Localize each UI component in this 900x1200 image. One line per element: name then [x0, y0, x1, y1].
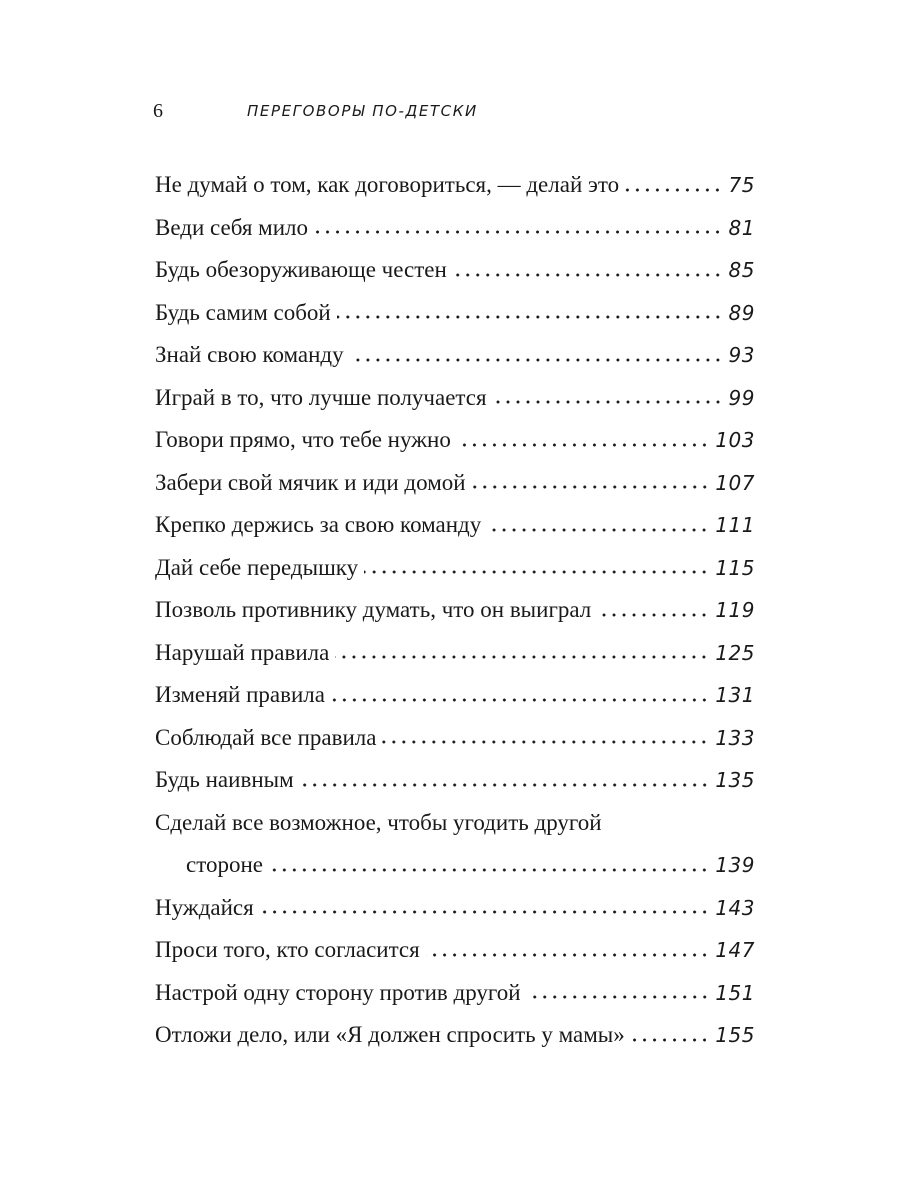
- toc-entry-page: 103: [715, 428, 755, 453]
- toc-entry-page: 115: [715, 555, 755, 580]
- toc-entry-title: Забери свой мячик и иди домой: [155, 469, 466, 495]
- dot-leader: [260, 910, 710, 914]
- dot-leader: [426, 953, 710, 957]
- toc-entry: [155, 504, 755, 547]
- toc-entry: [155, 632, 755, 675]
- toc-entry-title: Будь обезоруживающе честен: [155, 257, 447, 283]
- dot-leader: [597, 613, 709, 617]
- dot-leader: [350, 358, 723, 362]
- running-head: [153, 96, 753, 126]
- toc-entry-title: Знай свою команду: [155, 342, 344, 368]
- toc-entry-title: Играй в то, что лучше получается: [155, 384, 487, 410]
- toc-entry-page: 125: [715, 640, 755, 665]
- toc-entry-continuation: [155, 844, 755, 887]
- toc-entry: [155, 802, 755, 887]
- toc-entry-title: Дай себе передышку: [155, 554, 359, 580]
- toc-entry-title: Проси того, кто согласится: [155, 937, 420, 963]
- toc-entry-page: 111: [715, 513, 755, 538]
- toc-entry-page: 155: [715, 1023, 755, 1048]
- toc-entry-title: Веди себя мило: [155, 214, 309, 240]
- toc-entry-page: 93: [728, 343, 755, 368]
- table-of-contents: [155, 164, 755, 1057]
- dot-leader: [625, 188, 722, 192]
- toc-entry-page: 75: [728, 173, 755, 198]
- toc-entry: [155, 334, 755, 377]
- page-number: 6: [153, 99, 163, 122]
- toc-entry-page: 89: [728, 300, 755, 325]
- toc-entry-title: Отложи дело, или «Я должен спросить у мамы»: [155, 1022, 625, 1048]
- dot-leader: [493, 400, 723, 404]
- toc-entry-page: 81: [728, 215, 755, 240]
- dot-leader: [364, 570, 709, 574]
- toc-entry-page: 85: [728, 258, 755, 283]
- toc-entry-page: 151: [715, 980, 755, 1005]
- toc-entry-page: 99: [728, 385, 755, 410]
- toc-entry: [155, 377, 755, 420]
- dot-leader: [631, 1038, 710, 1042]
- toc-entry-title: Будь самим собой: [155, 299, 331, 325]
- toc-entry-title: Крепко держись за свою команду: [155, 512, 482, 538]
- toc-entry-title: Изменяй правила: [155, 682, 325, 708]
- dot-leader: [331, 698, 709, 702]
- toc-entry-title: Соблюдай все правила: [155, 724, 377, 750]
- toc-entry: [155, 717, 755, 760]
- dot-leader: [300, 783, 710, 787]
- dot-leader: [337, 315, 723, 319]
- toc-entry-page: 143: [715, 895, 755, 920]
- toc-entry-title: Говори прямо, что тебе нужно: [155, 427, 451, 453]
- toc-entry: [155, 292, 755, 335]
- toc-entry-title: Будь наивным: [155, 767, 294, 793]
- toc-entry-page: 147: [715, 938, 755, 963]
- dot-leader: [269, 868, 709, 872]
- toc-entry: [155, 1014, 755, 1057]
- toc-entry-title: Настрой одну сторону против другой: [155, 979, 521, 1005]
- dot-leader: [457, 443, 709, 447]
- toc-entry-page: 107: [715, 470, 755, 495]
- toc-entry: [155, 547, 755, 590]
- dot-leader: [527, 995, 710, 999]
- toc-entry-title-line1: Сделай все возможное, чтобы угодить другой: [155, 809, 602, 835]
- book-title: ПЕРЕГОВОРЫ ПО-ДЕТСКИ: [247, 102, 478, 120]
- dot-leader: [335, 655, 709, 659]
- toc-entry-title: Нарушай правила: [155, 639, 330, 665]
- toc-entry: [155, 249, 755, 292]
- toc-entry-title: Позволь противнику думать, что он выиграл: [155, 597, 592, 623]
- dot-leader: [472, 485, 710, 489]
- toc-entry: [155, 972, 755, 1015]
- dot-leader: [314, 230, 723, 234]
- toc-entry: [155, 462, 755, 505]
- toc-entry-page: 135: [715, 768, 755, 793]
- toc-entry: [155, 164, 755, 207]
- toc-entry-page: 139: [715, 853, 755, 878]
- toc-entry: [155, 207, 755, 250]
- toc-entry: [155, 887, 755, 930]
- toc-entry: [155, 419, 755, 462]
- toc-entry-page: 131: [715, 683, 755, 708]
- dot-leader: [382, 740, 709, 744]
- toc-entry: [155, 674, 755, 717]
- toc-entry-title-line2: стороне: [186, 852, 263, 878]
- toc-entry-page: 119: [715, 598, 755, 623]
- toc-entry-title: Нуждайся: [155, 894, 254, 920]
- toc-entry: [155, 759, 755, 802]
- dot-leader: [487, 528, 709, 532]
- toc-entry-page: 133: [715, 725, 755, 750]
- dot-leader: [453, 273, 723, 277]
- toc-entry: [155, 929, 755, 972]
- toc-entry: [155, 589, 755, 632]
- toc-entry-title: Не думай о том, как договориться, — делай это: [155, 172, 620, 198]
